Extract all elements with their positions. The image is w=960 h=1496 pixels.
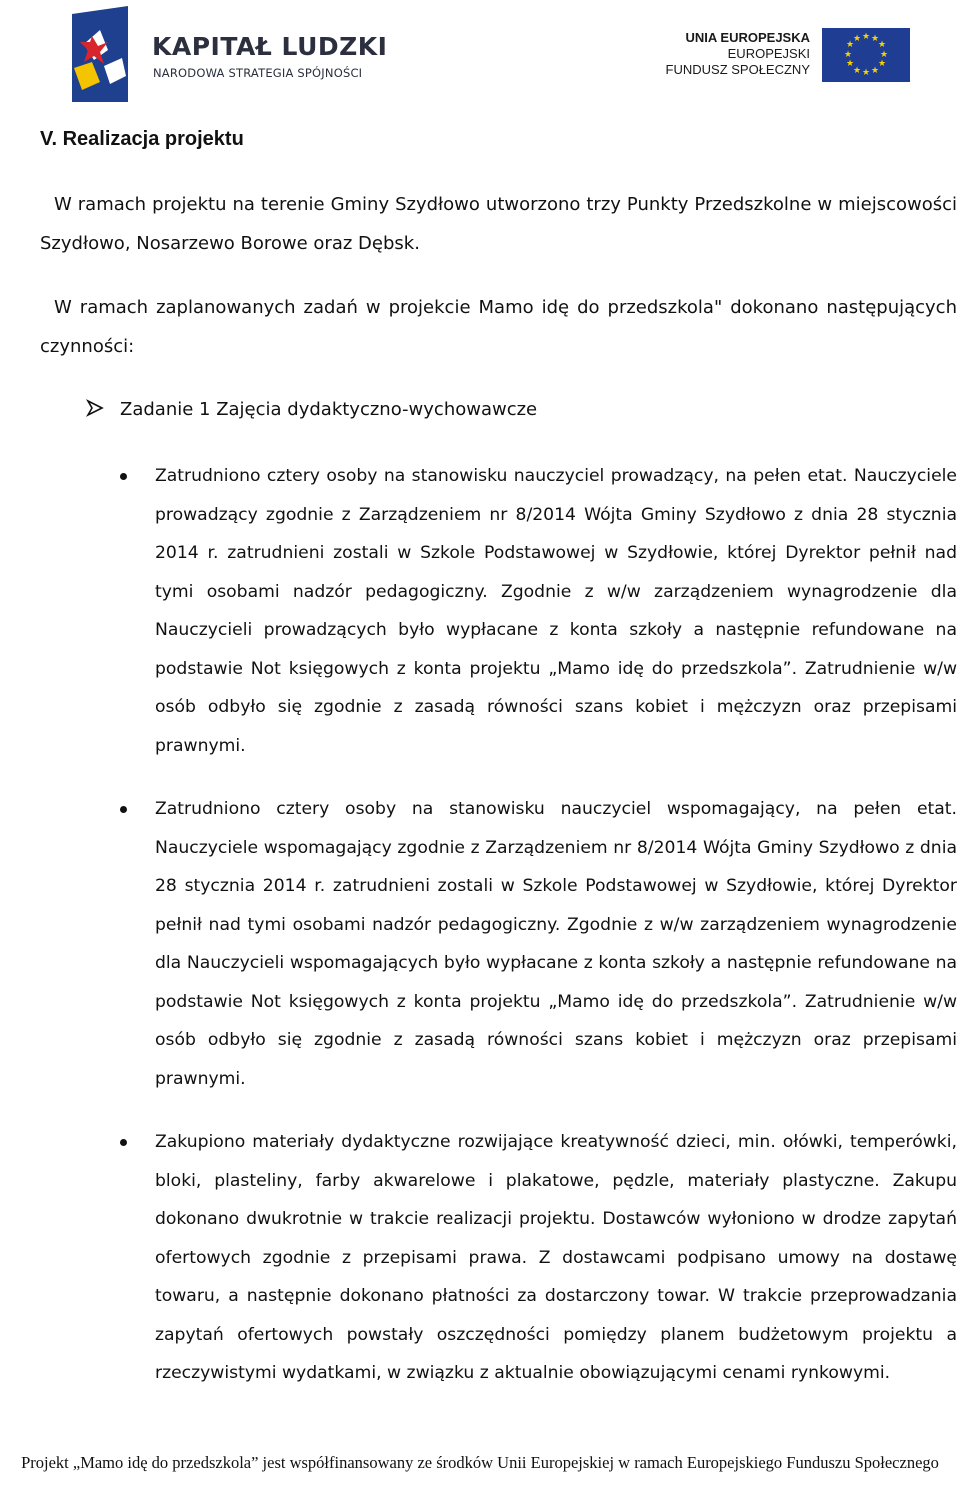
eu-flag-icon	[822, 28, 910, 82]
bullet-icon	[120, 1139, 127, 1146]
svg-text:★: ★	[877, 40, 887, 50]
svg-text:★: ★	[879, 50, 889, 60]
page-footer: Projekt „Mamo idę do przedszkola” jest współfinansowany ze środków Unii Europejskiej w ramach Europejskiego Funduszu Społecznego	[21, 1453, 939, 1472]
svg-text:★: ★	[852, 34, 862, 44]
svg-text:★: ★	[861, 32, 871, 42]
eu-line-1: UNIA EUROPEJSKA	[685, 30, 810, 45]
eu-line-2: EUROPEJSKI	[727, 46, 810, 61]
eu-line-3: FUNDUSZ SPOŁECZNY	[665, 62, 810, 77]
list-item-text: Zakupiono materiały dydaktyczne rozwijające kreatywność dzieci, min. ołówki, temperówki, bloki, plasteliny, farby akwarelowe i plakatowe, pędzle, materiały plastyczne. Zakupu dokonano dwukrotnie w trakcie realizacji projektu. Dostawców wyłoniono w drodze zapytań ofertowych zgodnie z przepisami prawa. Z dostawcami podpisano umowy na dostawę towaru, a następnie dokonano płatności za dostarczony towar. W trakcie przeprowadzania zapytań ofertowych powstały oszczędności pomiędzy planem budżetowym projektu a rzeczywistymi wydatkami, w związku z aktualnie obowiązującymi cenami rynkowymi.	[155, 1132, 957, 1383]
eu-logo-text	[660, 30, 810, 78]
svg-text:★: ★	[877, 59, 887, 69]
kapital-ludzki-emblem-icon	[70, 6, 132, 102]
list-item-text: Zatrudniono cztery osoby na stanowisku nauczyciel wspomagający, na pełen etat. Nauczyciele wspomagający zgodnie z Zarządzeniem nr 8/2014 Wójta Gminy Szydłowo z dnia 28 stycznia 2014 r. zatrudnieni zostali w Szkole Podstawowej w Szydłowie, której Dyrektor pełnił nad tymi osobami nadzór pedagogiczny. Zgodnie z w/w zarządzeniem wynagrodzenie dla Nauczycieli wspomagających było wypłacane z konta szkoły a następnie refundowane na podstawie Not księgowych z konta projektu „Mamo idę do przedszkola”. Zatrudnienie w/w osób odbyło się zgodnie z zasadą równości szans kobiet i mężczyzn oraz przepisami prawnymi.	[155, 799, 957, 1089]
logo-subtitle: NARODOWA STRATEGIA SPÓJNOŚCI	[153, 66, 363, 80]
eu-logo	[660, 28, 922, 84]
svg-text:★: ★	[870, 66, 880, 76]
svg-text:★: ★	[852, 66, 862, 76]
list-item-text: Zatrudniono cztery osoby na stanowisku nauczyciel prowadzący, na pełen etat. Nauczyciele prowadzący zgodnie z Zarządzeniem nr 8/2014 Wójta Gminy Szydłowo z dnia 28 stycznia 2014 r. zatrudnieni zostali w Szkole Podstawowej w Szydłowie, której Dyrektor pełnił nad tymi osobami nadzór pedagogiczny. Zgodnie z w/w zarządzeniem wynagrodzenie dla Nauczycieli prowadzących było wypłacane z konta szkoły a następnie refundowane na podstawie Not księgowych z konta projektu „Mamo idę do przedszkola”. Zatrudnienie w/w osób odbyło się zgodnie z zasadą równości szans kobiet i mężczyzn oraz przepisami prawnymi.	[155, 466, 957, 756]
bullet-icon	[120, 473, 127, 480]
task-item	[86, 391, 537, 429]
section-heading: V. Realizacja projektu	[40, 128, 244, 150]
svg-text:★: ★	[845, 59, 855, 69]
arrow-bullet-icon	[86, 391, 120, 429]
svg-text:★: ★	[861, 68, 871, 78]
svg-text:★: ★	[843, 50, 853, 60]
paragraph-tasks: W ramach zaplanowanych zadań w projekcie Mamo idę do przedszkola" dokonano następujących czynności:	[40, 297, 957, 357]
svg-text:★: ★	[870, 34, 880, 44]
kapital-ludzki-logo	[70, 6, 400, 102]
logo-title: KAPITAŁ LUDZKI	[152, 32, 388, 61]
task-item-label: Zadanie 1 Zajęcia dydaktyczno-wychowawcze	[120, 399, 538, 420]
paragraph-intro: W ramach projektu na terenie Gminy Szydłowo utworzono trzy Punkty Przedszkolne w miejscowości Szydłowo, Nosarzewo Borowe oraz Dębsk.	[40, 194, 957, 254]
svg-text:★: ★	[845, 40, 855, 50]
bullet-icon	[120, 806, 127, 813]
